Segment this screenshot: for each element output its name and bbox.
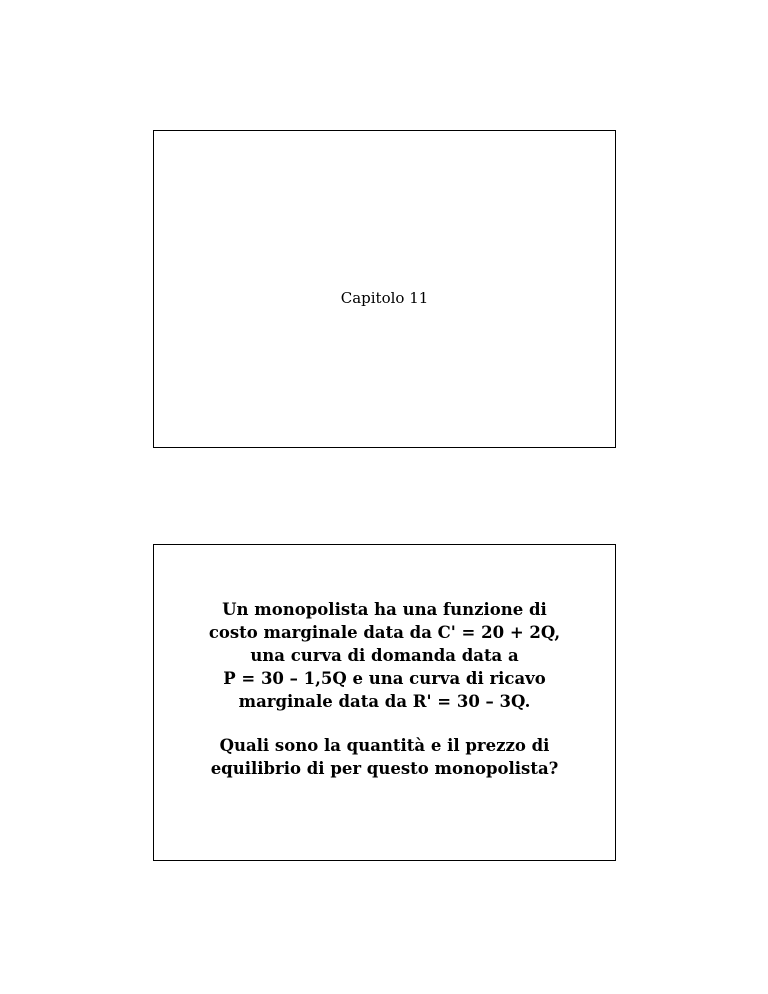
problem-statement xyxy=(164,598,605,713)
slide-title-page xyxy=(153,130,616,448)
slide-exercise xyxy=(153,544,616,861)
question xyxy=(164,734,605,780)
question-line: Quali sono la quantità e il prezzo di xyxy=(219,736,550,755)
problem-line: P = 30 – 1,5Q e una curva di ricavo xyxy=(223,669,546,688)
problem-line: una curva di domanda data a xyxy=(250,646,519,665)
problem-line: Un monopolista ha una funzione di xyxy=(222,600,547,619)
problem-line: costo marginale data da C' = 20 + 2Q, xyxy=(208,623,561,642)
exercise-text xyxy=(164,598,605,780)
question-line: equilibrio di per questo monopolista? xyxy=(210,759,559,778)
problem-line: marginale data da R' = 30 – 3Q. xyxy=(238,692,531,711)
chapter-title: Capitolo 11 xyxy=(340,289,429,307)
